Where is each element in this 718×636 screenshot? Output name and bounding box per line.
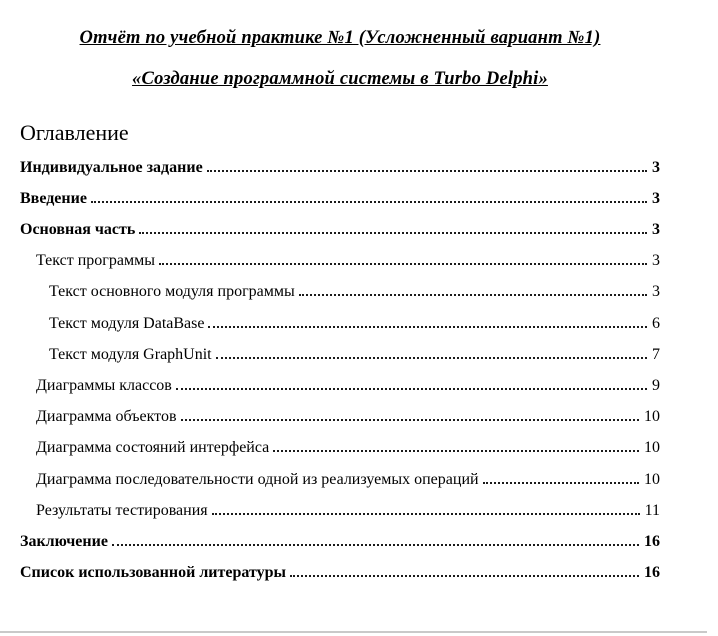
toc-entry-page: 10 xyxy=(644,408,660,426)
toc-entry[interactable] xyxy=(20,187,660,209)
toc-leader-dots xyxy=(208,312,647,328)
toc-leader-dots xyxy=(212,499,640,515)
toc-entry-label: Диаграмма последовательности одной из реализуемых операций xyxy=(36,470,479,488)
toc-leader-dots xyxy=(290,562,639,578)
toc-entry[interactable] xyxy=(20,406,660,428)
toc-entry[interactable] xyxy=(20,499,660,521)
toc-entry[interactable] xyxy=(20,343,660,365)
toc-entry[interactable] xyxy=(20,530,660,552)
toc-entry-page: 3 xyxy=(652,283,660,301)
toc-entry-label: Введение xyxy=(20,189,87,207)
toc-entry[interactable] xyxy=(20,156,660,178)
toc-leader-dots xyxy=(112,530,639,546)
toc-heading: Оглавление xyxy=(20,120,129,145)
toc-leader-dots xyxy=(159,250,647,266)
toc-entry-label: Результаты тестирования xyxy=(36,501,208,519)
toc-entry-page: 3 xyxy=(652,189,660,207)
toc-entry-page: 16 xyxy=(644,533,660,551)
toc-entry-label: Текст модуля DataBase xyxy=(49,314,205,332)
toc-entry-page: 3 xyxy=(652,252,660,270)
toc-leader-dots xyxy=(91,187,647,203)
toc-entry-page: 11 xyxy=(644,501,660,519)
toc-entry-label: Диаграмма объектов xyxy=(36,408,177,426)
toc-leader-dots xyxy=(483,468,639,484)
report-title-line-2: «Создание программной системы в Turbo Delphi» xyxy=(132,69,548,89)
toc-entry-label: Текст программы xyxy=(36,252,155,270)
toc-entry-page: 7 xyxy=(652,345,660,363)
toc-entry-label: Текст модуля GraphUnit xyxy=(49,345,212,363)
toc-leader-dots xyxy=(299,281,647,297)
report-title-line-1: Отчёт по учебной практике №1 (Усложненный вариант №1) xyxy=(79,28,601,48)
toc-entry[interactable] xyxy=(20,562,660,584)
toc-leader-dots xyxy=(176,374,647,390)
toc-entry-label: Диаграмма состояний интерфейса xyxy=(36,439,270,457)
toc-entry[interactable] xyxy=(20,374,660,396)
toc-leader-dots xyxy=(273,437,639,453)
toc-entry-label: Диаграммы классов xyxy=(36,377,172,395)
toc-entry-label: Список использованной литературы xyxy=(20,564,286,582)
toc-leader-dots xyxy=(181,406,640,422)
toc-leader-dots xyxy=(139,218,647,234)
toc-entry-page: 6 xyxy=(652,314,660,332)
page-edge-line xyxy=(0,631,707,633)
toc-entry[interactable] xyxy=(20,312,660,334)
toc-entry-page: 10 xyxy=(644,470,660,488)
toc-entry[interactable] xyxy=(20,468,660,490)
toc-entry[interactable] xyxy=(20,281,660,303)
toc-entry-page: 9 xyxy=(652,377,660,395)
toc-entry-page: 16 xyxy=(644,564,660,582)
toc-entry-page: 10 xyxy=(644,439,660,457)
toc-entry-label: Индивидуальное задание xyxy=(20,158,203,176)
toc-entry-label: Заключение xyxy=(20,533,108,551)
toc-entry-page: 3 xyxy=(652,158,660,176)
toc-entry-label: Текст основного модуля программы xyxy=(49,283,295,301)
toc-entry[interactable] xyxy=(20,218,660,240)
toc-entry[interactable] xyxy=(20,437,660,459)
toc-entry-page: 3 xyxy=(652,221,660,238)
toc-leader-dots xyxy=(216,343,647,359)
toc-entry-label: Основная часть xyxy=(20,221,136,238)
toc-entry[interactable] xyxy=(20,250,660,272)
toc-list xyxy=(20,156,660,583)
toc-leader-dots xyxy=(207,156,647,172)
